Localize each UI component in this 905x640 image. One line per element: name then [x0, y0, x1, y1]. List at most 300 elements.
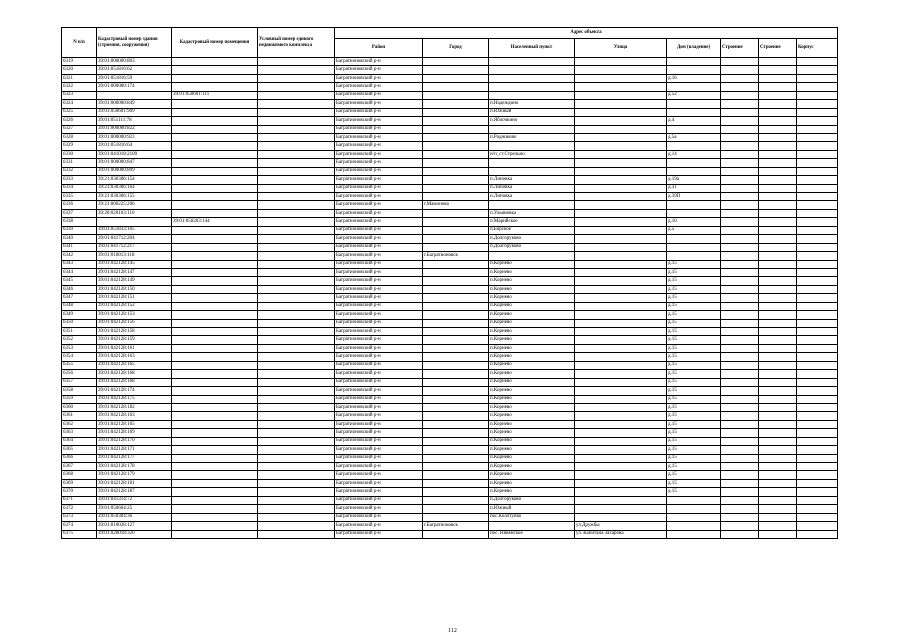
cell-korpus [797, 218, 838, 226]
cell-city [423, 505, 489, 513]
cell-city [423, 412, 489, 420]
cell-house [667, 66, 721, 74]
cell-cad-building: 39:01:000000:899 [97, 167, 172, 175]
cell-korpus [797, 167, 838, 175]
cell-city [423, 176, 489, 184]
cell-cad-building: 39:01:010013:118 [97, 252, 172, 260]
cell-cad-room: 39:01:050203:144 [172, 218, 258, 226]
cell-district: Багратионовский р-н [335, 395, 423, 403]
cell-cad-room [172, 294, 258, 302]
table-row [62, 74, 838, 82]
cell-structure [759, 420, 797, 428]
cell-district: Багратионовский р-н [335, 142, 423, 150]
cell-street [575, 420, 667, 428]
cell-settlement: п.Корнево [489, 395, 575, 403]
cell-street [575, 91, 667, 99]
cell-structure [759, 66, 797, 74]
table-row [62, 91, 838, 99]
cell-building [721, 336, 759, 344]
cell-korpus [797, 429, 838, 437]
cell-district: Багратионовский р-н [335, 184, 423, 192]
cell-cad-room [172, 311, 258, 319]
cell-korpus [797, 395, 838, 403]
cell-building [721, 446, 759, 454]
table-row [62, 361, 838, 369]
cell-cad-building: 39:01:051816:62 [97, 66, 172, 74]
cell-cad-room [172, 420, 258, 428]
cell-building [721, 429, 759, 437]
cell-house: д.39П [667, 193, 721, 201]
cell-cad-building: 39:01:020018:320 [97, 530, 172, 538]
cell-cond-num [258, 91, 335, 99]
cell-house [667, 142, 721, 150]
cell-cad-room: 39:01:050601:111 [172, 91, 258, 99]
cell-district: Багратионовский р-н [335, 328, 423, 336]
cell-cad-building: 39:01:042128:174 [97, 387, 172, 395]
cell-num: 6370 [62, 488, 97, 496]
cell-district: Багратионовский р-н [335, 268, 423, 276]
cell-district: Багратионовский р-н [335, 505, 423, 513]
cell-num: 6374 [62, 522, 97, 530]
cell-cad-room [172, 412, 258, 420]
cell-num: 6354 [62, 353, 97, 361]
cell-building [721, 328, 759, 336]
cell-cad-room [172, 496, 258, 504]
cell-cad-building: 39:01:051816:59 [97, 74, 172, 82]
cell-settlement: п.Корнево [489, 344, 575, 352]
cell-korpus [797, 142, 838, 150]
cell-cad-room [172, 235, 258, 243]
cell-num: 6352 [62, 336, 97, 344]
cell-structure [759, 395, 797, 403]
cell-house: д.15 [667, 479, 721, 487]
cell-settlement [489, 142, 575, 150]
cell-street [575, 513, 667, 521]
cell-korpus [797, 252, 838, 260]
cell-district: Багратионовский р-н [335, 91, 423, 99]
cell-street [575, 226, 667, 234]
cell-settlement: п.Корнево [489, 454, 575, 462]
cell-building [721, 125, 759, 133]
table-row [62, 66, 838, 74]
cell-cad-room [172, 268, 258, 276]
cell-street [575, 277, 667, 285]
table-row [62, 176, 838, 184]
cell-cond-num [258, 311, 335, 319]
header-street: Улица [575, 39, 667, 58]
cell-district: Багратионовский р-н [335, 403, 423, 411]
cell-korpus [797, 420, 838, 428]
cell-settlement: п.Корнево [489, 437, 575, 445]
cell-building [721, 260, 759, 268]
cell-korpus [797, 268, 838, 276]
cell-korpus [797, 193, 838, 201]
cell-city: г.Багратионовск [423, 522, 489, 530]
cell-cad-building: 39:01:050604:25 [97, 505, 172, 513]
cell-street [575, 505, 667, 513]
cell-cad-building: 39:01:042128:152 [97, 302, 172, 310]
cell-num: 6344 [62, 268, 97, 276]
cell-street [575, 83, 667, 91]
cell-korpus [797, 235, 838, 243]
cell-house [667, 209, 721, 217]
cell-street [575, 437, 667, 445]
cell-num: 6371 [62, 496, 97, 504]
table-row [62, 395, 838, 403]
cell-city [423, 344, 489, 352]
cell-building [721, 513, 759, 521]
cell-house: д.15 [667, 285, 721, 293]
cell-settlement: п.Корнево [489, 463, 575, 471]
cell-cond-num [258, 209, 335, 217]
cell-cad-building: 39:01:000000:822 [97, 125, 172, 133]
cell-cond-num [258, 108, 335, 116]
cell-cad-building: 39:01:042128:182 [97, 403, 172, 411]
cell-cad-room [172, 302, 258, 310]
cell-settlement: п.Корнево [489, 420, 575, 428]
cell-structure [759, 150, 797, 158]
cell-cond-num [258, 513, 335, 521]
cell-korpus [797, 370, 838, 378]
cell-house: д.4 [667, 117, 721, 125]
cell-num: 6339 [62, 226, 97, 234]
cell-num: 6351 [62, 328, 97, 336]
cell-structure [759, 159, 797, 167]
cell-korpus [797, 412, 838, 420]
cell-structure [759, 184, 797, 192]
cell-structure [759, 344, 797, 352]
cell-num: 6347 [62, 294, 97, 302]
cell-cond-num [258, 176, 335, 184]
cell-house [667, 201, 721, 209]
cell-building [721, 353, 759, 361]
cell-city [423, 361, 489, 369]
cell-korpus [797, 83, 838, 91]
cell-street [575, 319, 667, 327]
cell-city [423, 218, 489, 226]
cell-korpus [797, 446, 838, 454]
header-cad-building: Кадастровый номер здания (строения, сооружения) [97, 28, 172, 58]
cell-structure [759, 100, 797, 108]
cell-building [721, 471, 759, 479]
cell-street: ул. Капитана Захарова [575, 530, 667, 538]
cell-house: д.15 [667, 302, 721, 310]
cell-structure [759, 370, 797, 378]
cell-structure [759, 74, 797, 82]
cell-settlement [489, 125, 575, 133]
cell-cad-room [172, 479, 258, 487]
table-row [62, 319, 838, 327]
cell-building [721, 294, 759, 302]
cell-structure [759, 294, 797, 302]
cell-settlement: пос. Нивенское [489, 530, 575, 538]
cell-building [721, 133, 759, 141]
cell-cad-building: 39:01:042128:181 [97, 479, 172, 487]
cell-building [721, 159, 759, 167]
cell-house [667, 235, 721, 243]
cell-cad-room [172, 74, 258, 82]
table-row [62, 108, 838, 116]
cell-structure [759, 454, 797, 462]
table-row [62, 243, 838, 251]
table-row [62, 412, 838, 420]
cell-city [423, 184, 489, 192]
cell-num: 6337 [62, 209, 97, 217]
cell-structure [759, 260, 797, 268]
cell-building [721, 344, 759, 352]
cell-cad-room [172, 133, 258, 141]
cell-cond-num [258, 218, 335, 226]
cell-cad-room [172, 513, 258, 521]
table-row [62, 513, 838, 521]
cell-house [667, 108, 721, 116]
table-row [62, 125, 838, 133]
cell-house: д.15 [667, 471, 721, 479]
cell-house: д.14 [667, 150, 721, 158]
cell-structure [759, 353, 797, 361]
cell-structure [759, 302, 797, 310]
cell-street [575, 496, 667, 504]
cell-cond-num [258, 437, 335, 445]
cell-city [423, 260, 489, 268]
cell-district: Багратионовский р-н [335, 463, 423, 471]
cell-num: 6372 [62, 505, 97, 513]
table-row [62, 378, 838, 386]
cell-cond-num [258, 235, 335, 243]
cell-house: д.15 [667, 311, 721, 319]
cell-street [575, 361, 667, 369]
cell-house: д.31 [667, 184, 721, 192]
cell-settlement: п.Долгоруково [489, 496, 575, 504]
cell-cad-room [172, 463, 258, 471]
cell-settlement: пос.Коллтунко [489, 513, 575, 521]
cell-num: 6322 [62, 83, 97, 91]
cell-street [575, 387, 667, 395]
cell-building [721, 530, 759, 538]
cell-settlement [489, 201, 575, 209]
cell-house: д.15 [667, 370, 721, 378]
cell-cad-room [172, 66, 258, 74]
cell-settlement: п.Южный [489, 108, 575, 116]
cell-house: д.15 [667, 344, 721, 352]
cell-house: д.10 [667, 218, 721, 226]
cell-building [721, 91, 759, 99]
cell-building [721, 403, 759, 411]
cell-cad-room [172, 395, 258, 403]
cell-settlement: п.Корнево [489, 277, 575, 285]
table-row [62, 479, 838, 487]
cell-settlement: п.Долгоруково [489, 235, 575, 243]
header-building: Строение [721, 39, 759, 58]
cell-num: 6343 [62, 260, 97, 268]
cell-cond-num [258, 277, 335, 285]
cell-cad-room [172, 285, 258, 293]
cell-city [423, 471, 489, 479]
cell-city [423, 311, 489, 319]
cell-district: Багратионовский р-н [335, 201, 423, 209]
cell-cond-num [258, 167, 335, 175]
cell-settlement: п.Корнево [489, 370, 575, 378]
cell-street [575, 142, 667, 150]
cell-structure [759, 201, 797, 209]
header-settlement: Населенный пункт [489, 39, 575, 58]
cell-house [667, 125, 721, 133]
cell-cond-num [258, 150, 335, 158]
cell-num: 6325 [62, 108, 97, 116]
table-row [62, 463, 838, 471]
cell-district: Багратионовский р-н [335, 454, 423, 462]
cell-cad-building: 39:01:042128:149 [97, 277, 172, 285]
cell-structure [759, 268, 797, 276]
cell-cad-room [172, 336, 258, 344]
cell-cad-building: 39:01:042128:159 [97, 336, 172, 344]
cell-num: 6353 [62, 344, 97, 352]
cell-structure [759, 530, 797, 538]
cell-num: 6333 [62, 176, 97, 184]
cell-structure [759, 311, 797, 319]
cell-korpus [797, 437, 838, 445]
cell-cad-building: 39:21:030306:154 [97, 176, 172, 184]
cell-cad-building: 39:01:050601:909 [97, 108, 172, 116]
cell-city [423, 243, 489, 251]
cell-building [721, 488, 759, 496]
cell-cad-building: 39:01:042128:161 [97, 344, 172, 352]
cell-structure [759, 252, 797, 260]
cell-building [721, 193, 759, 201]
table-row [62, 336, 838, 344]
cell-street [575, 74, 667, 82]
cell-korpus [797, 176, 838, 184]
cell-settlement: п.Яблочкино [489, 117, 575, 125]
cell-cond-num [258, 530, 335, 538]
table-row [62, 218, 838, 226]
cell-num: 6355 [62, 361, 97, 369]
table-row [62, 505, 838, 513]
cell-cond-num [258, 496, 335, 504]
table-row [62, 252, 838, 260]
cell-cad-building: 39:01:041712:217 [97, 243, 172, 251]
cell-district: Багратионовский р-н [335, 319, 423, 327]
cell-korpus [797, 302, 838, 310]
cell-cad-room [172, 370, 258, 378]
cell-structure [759, 125, 797, 133]
table-row [62, 302, 838, 310]
cell-cond-num [258, 353, 335, 361]
cell-district: Багратионовский р-н [335, 226, 423, 234]
cell-settlement: п.Липовка [489, 193, 575, 201]
cell-structure [759, 83, 797, 91]
cell-district: Багратионовский р-н [335, 429, 423, 437]
table-row [62, 142, 838, 150]
cell-street [575, 328, 667, 336]
cell-structure [759, 496, 797, 504]
cell-district: Багратионовский р-н [335, 277, 423, 285]
cell-street [575, 125, 667, 133]
cell-structure [759, 361, 797, 369]
cell-cad-room [172, 530, 258, 538]
cell-house [667, 530, 721, 538]
cell-street [575, 471, 667, 479]
cell-building [721, 496, 759, 504]
cell-district: Багратионовский р-н [335, 252, 423, 260]
cell-cad-room [172, 522, 258, 530]
cell-cond-num [258, 193, 335, 201]
cell-structure [759, 522, 797, 530]
cell-house: д.15 [667, 446, 721, 454]
table-row [62, 387, 838, 395]
cell-cad-building: 39:01:042128:165 [97, 361, 172, 369]
cell-house: д.15 [667, 277, 721, 285]
cell-num: 6320 [62, 66, 97, 74]
cell-city [423, 74, 489, 82]
cell-settlement: п.Корнево [489, 353, 575, 361]
cell-structure [759, 243, 797, 251]
cell-house: д.52 [667, 91, 721, 99]
cell-cond-num [258, 184, 335, 192]
cell-house: д.15 [667, 488, 721, 496]
cell-cad-building [97, 218, 172, 226]
cell-structure [759, 446, 797, 454]
cell-building [721, 226, 759, 234]
cell-num: 6329 [62, 142, 97, 150]
cell-korpus [797, 319, 838, 327]
cell-cad-room [172, 184, 258, 192]
cell-settlement: п.Корнево [489, 387, 575, 395]
cell-street [575, 201, 667, 209]
cell-num: 6319 [62, 58, 97, 66]
cell-cond-num [258, 387, 335, 395]
cell-street [575, 378, 667, 386]
cell-house [667, 167, 721, 175]
cell-cond-num [258, 294, 335, 302]
cell-settlement: п.Корнево [489, 471, 575, 479]
cell-cond-num [258, 336, 335, 344]
table-row [62, 100, 838, 108]
cell-settlement [489, 74, 575, 82]
cell-street [575, 58, 667, 66]
cell-cad-room [172, 378, 258, 386]
cell-house [667, 505, 721, 513]
cell-city [423, 66, 489, 74]
cell-district: Багратионовский р-н [335, 446, 423, 454]
cell-house: д.15 [667, 403, 721, 411]
cell-house: д.15 [667, 378, 721, 386]
header-cond-num: Условный номер единого недвижимого комплекса [258, 28, 335, 58]
cell-house: д.15 [667, 463, 721, 471]
cell-building [721, 505, 759, 513]
cell-street [575, 100, 667, 108]
cell-street [575, 252, 667, 260]
cell-building [721, 209, 759, 217]
cell-building [721, 463, 759, 471]
table-row [62, 83, 838, 91]
cell-cad-building: 39:01:041018:2109 [97, 150, 172, 158]
cell-cond-num [258, 454, 335, 462]
cell-num: 6328 [62, 133, 97, 141]
cell-num: 6369 [62, 479, 97, 487]
cell-cad-building: 39:01:000000:849 [97, 100, 172, 108]
table-row [62, 235, 838, 243]
cell-structure [759, 319, 797, 327]
cell-cad-room [172, 150, 258, 158]
table-body [62, 58, 838, 539]
cell-num: 6334 [62, 184, 97, 192]
cell-building [721, 184, 759, 192]
cell-building [721, 319, 759, 327]
cell-house: д.15 [667, 294, 721, 302]
cell-cad-room [172, 125, 258, 133]
cell-korpus [797, 91, 838, 99]
